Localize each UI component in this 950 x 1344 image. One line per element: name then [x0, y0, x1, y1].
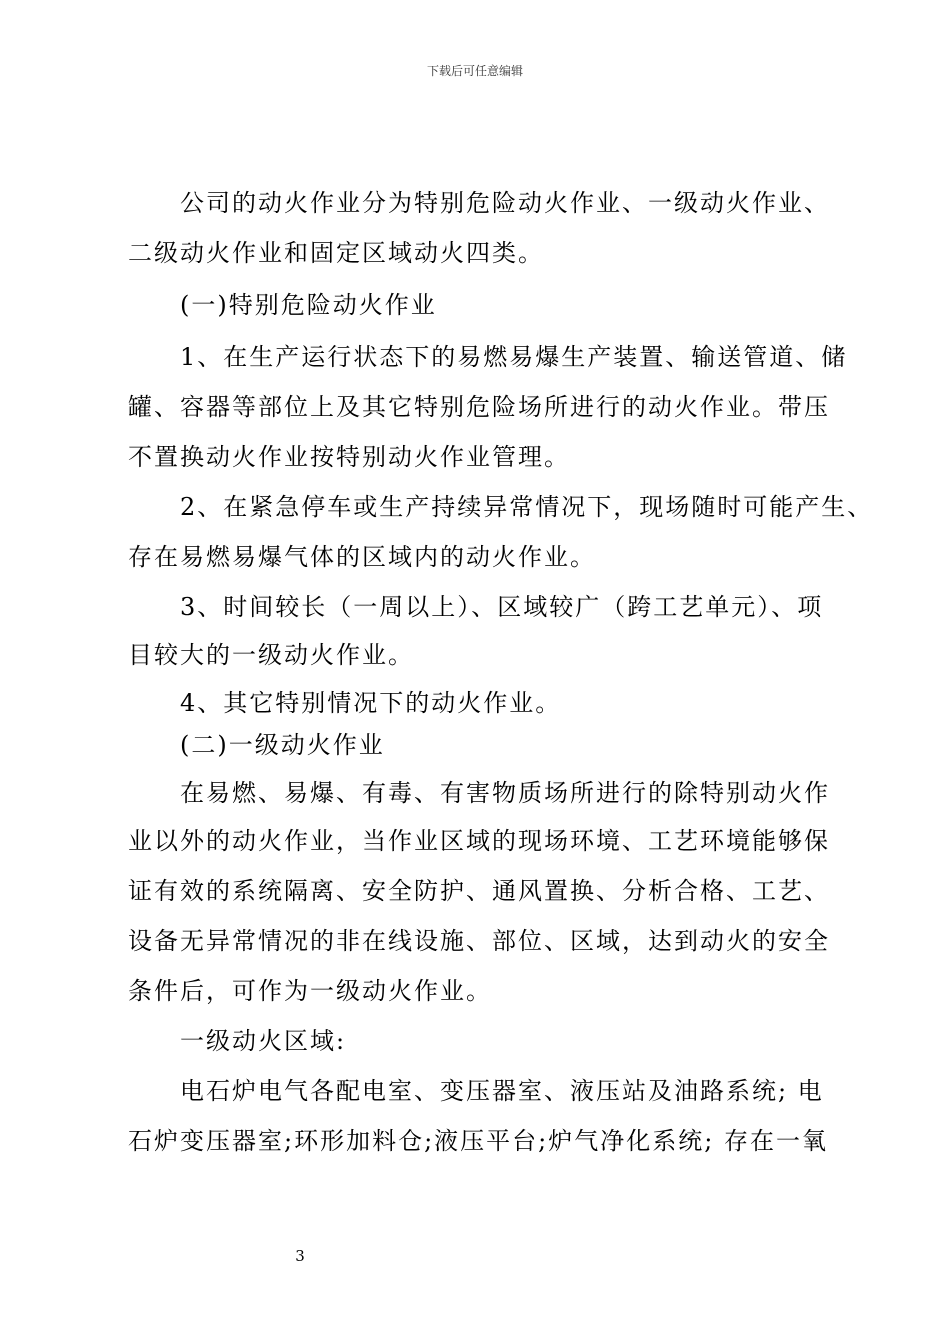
body-line: 目较大的一级动火作业。 [128, 641, 414, 669]
body-line: 电石炉电气各配电室、变压器室、液压站及油路系统; 电 [180, 1077, 824, 1105]
body-line: 设备无异常情况的非在线设施、部位、区域，达到动火的安全 [128, 927, 830, 955]
page-header: 下载后可任意编辑 [426, 64, 523, 78]
body-line: 一级动火区域: [180, 1027, 347, 1055]
body-line: 公司的动火作业分为特别危险动火作业、一级动火作业、 [180, 189, 830, 217]
body-line: 罐、容器等部位上及其它特别危险场所进行的动火作业。带压 [128, 393, 830, 421]
body-line: 在易燃、易爆、有毒、有害物质场所进行的除特别动火作 [180, 779, 830, 807]
body-line: 3、时间较长（一周以上）、区域较广（跨工艺单元）、项 [180, 593, 824, 621]
section-heading: (一)特别危险动火作业 [180, 291, 437, 319]
body-line: 1、在生产运行状态下的易燃易爆生产装置、输送管道、储 [180, 343, 848, 371]
section-heading: (二)一级动火作业 [180, 731, 385, 759]
page-number: 3 [295, 1247, 305, 1265]
body-line: 二级动火作业和固定区域动火四类。 [128, 239, 544, 267]
body-line: 条件后，可作为一级动火作业。 [128, 977, 492, 1005]
body-line: 证有效的系统隔离、安全防护、通风置换、分析合格、工艺、 [128, 877, 830, 905]
body-line: 业以外的动火作业，当作业区域的现场环境、工艺环境能够保 [128, 827, 830, 855]
body-line: 4、其它特别情况下的动火作业。 [180, 689, 562, 717]
body-line: 2、在紧急停车或生产持续异常情况下，现场随时可能产生、 [180, 493, 874, 521]
body-line: 不置换动火作业按特别动火作业管理。 [128, 443, 570, 471]
body-line: 存在易燃易爆气体的区域内的动火作业。 [128, 543, 596, 571]
body-line: 石炉变压器室;环形加料仓;液压平台;炉气净化系统; 存在一氧 [128, 1127, 828, 1155]
